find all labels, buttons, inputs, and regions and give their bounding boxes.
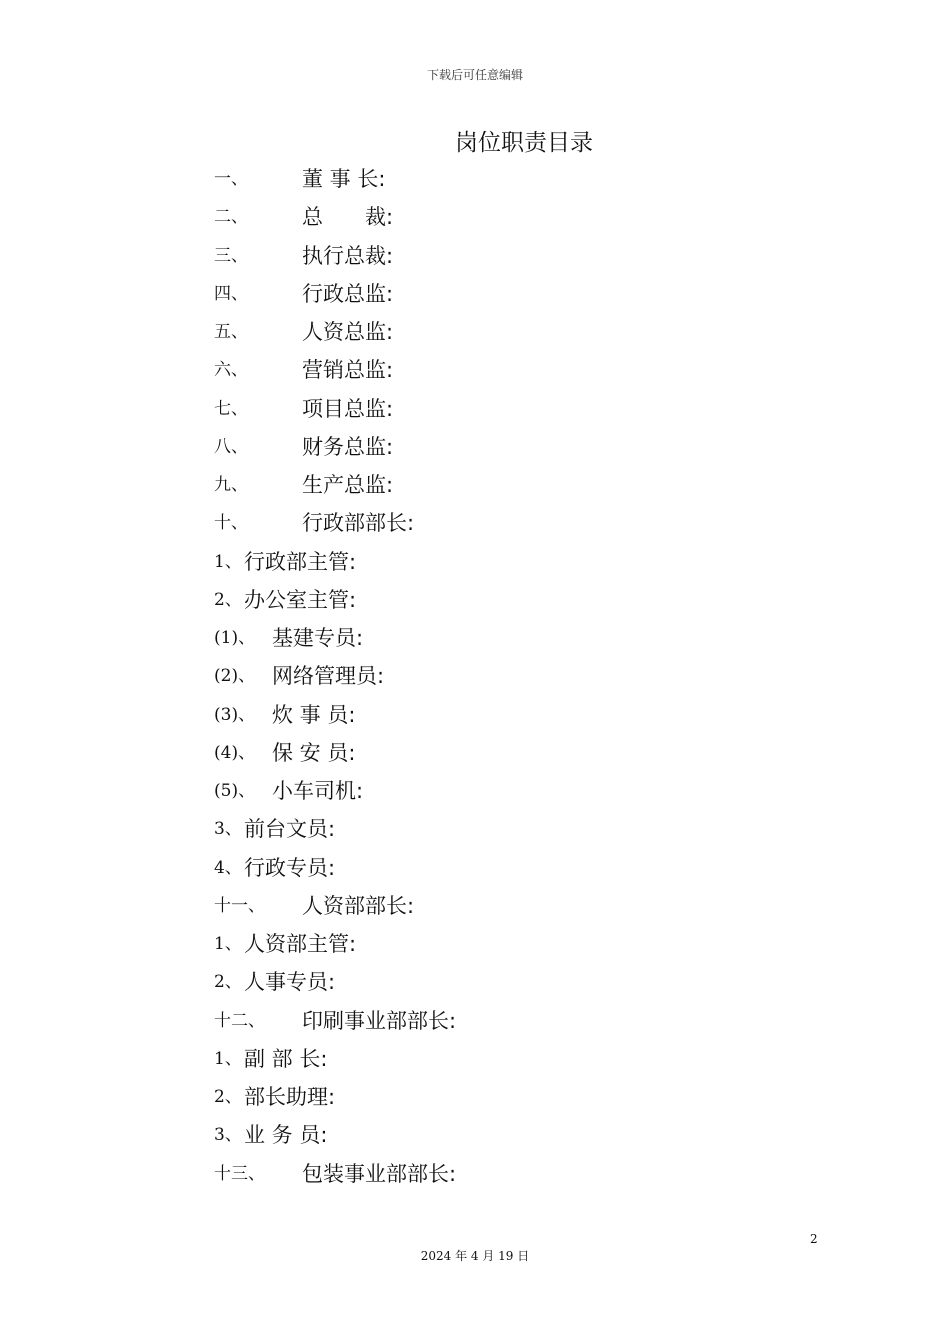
toc-item-label: 董 事 长: [302, 167, 386, 191]
toc-item-label: 网络管理员: [272, 664, 385, 689]
table-of-contents [214, 160, 814, 1193]
toc-item-number: 1、 [214, 934, 242, 954]
toc-item [214, 581, 814, 619]
toc-item [214, 696, 814, 734]
toc-item [214, 734, 814, 772]
toc-item-number: 三、 [214, 245, 248, 266]
toc-item-number: (2)、 [214, 666, 256, 687]
toc-item-number: 2、 [214, 972, 242, 993]
toc-item [214, 1040, 814, 1078]
toc-item-number: (4)、 [214, 742, 256, 763]
toc-item-label: 小车司机: [272, 779, 364, 803]
toc-item-label: 人事专员: [244, 970, 336, 995]
toc-item [214, 963, 814, 1001]
toc-item-label: 办公室主管: [244, 587, 357, 612]
toc-item-label: 包装事业部部长: [302, 1161, 457, 1186]
toc-item-number: 一、 [214, 169, 248, 189]
toc-item [214, 1002, 814, 1040]
toc-item-label: 副 部 长: [244, 1046, 328, 1071]
toc-item-number: 五、 [214, 322, 248, 342]
toc-item [214, 619, 814, 657]
toc-item-number: (3)、 [214, 704, 256, 725]
toc-item [214, 657, 814, 695]
toc-item [214, 772, 814, 810]
toc-item-label: 生产总监: [302, 473, 394, 497]
toc-item-label: 人资总监: [302, 320, 394, 344]
toc-item-number: 1、 [214, 551, 242, 572]
toc-item-label: 财务总监: [302, 434, 394, 459]
toc-item-number: 1、 [214, 1048, 242, 1069]
toc-item [214, 1078, 814, 1116]
toc-item-label: 营销总监: [302, 358, 394, 383]
toc-item-number: 2、 [214, 589, 242, 610]
toc-item-label: 项目总监: [302, 396, 394, 421]
toc-item-label: 前台文员: [244, 817, 336, 842]
page-footer-date: 2024 年 4 月 19 日 [420, 1249, 530, 1263]
toc-item [214, 275, 814, 313]
toc-item-label: 行政部部长: [302, 511, 415, 536]
toc-item-label: 部长助理: [244, 1085, 336, 1109]
toc-item-label: 基建专员: [272, 626, 364, 650]
document-title: 岗位职责目录 [455, 130, 593, 156]
toc-item-label: 印刷事业部部长: [302, 1008, 457, 1033]
toc-item [214, 504, 814, 542]
toc-item-label: 行政部主管: [244, 549, 357, 574]
toc-item [214, 160, 814, 198]
toc-item-label: 保 安 员: [272, 740, 356, 765]
toc-item-number: 4、 [214, 857, 242, 878]
toc-item-number: 3、 [214, 819, 242, 840]
toc-item [214, 313, 814, 351]
toc-item-label: 业 务 员: [244, 1123, 328, 1148]
toc-item [214, 351, 814, 389]
toc-item-label: 总 裁: [302, 205, 394, 230]
toc-item-label: 人资部主管: [244, 932, 357, 956]
toc-item [214, 466, 814, 504]
toc-item [214, 810, 814, 848]
toc-item-label: 行政总监: [302, 281, 394, 306]
toc-item [214, 390, 814, 428]
toc-item-number: 八、 [214, 436, 248, 457]
toc-item-label: 炊 事 员: [272, 702, 356, 727]
toc-item-number: (5)、 [214, 781, 256, 801]
toc-item [214, 1155, 814, 1193]
toc-item [214, 428, 814, 466]
toc-item-number: 十三、 [214, 1163, 265, 1184]
toc-item [214, 237, 814, 275]
toc-item-number: 3、 [214, 1125, 242, 1146]
toc-item-number: 七、 [214, 398, 248, 419]
toc-item [214, 543, 814, 581]
toc-item-number: 十一、 [214, 895, 265, 916]
page-number: 2 [810, 1232, 818, 1246]
toc-item [214, 1116, 814, 1154]
toc-item [214, 925, 814, 963]
toc-item-label: 行政专员: [244, 855, 336, 880]
toc-item [214, 887, 814, 925]
toc-item-label: 人资部部长: [302, 893, 415, 918]
toc-item-label: 执行总裁: [302, 243, 394, 268]
toc-item-number: 四、 [214, 283, 248, 304]
toc-item-number: 十、 [214, 513, 248, 534]
toc-item-number: 九、 [214, 475, 248, 495]
toc-item-number: 2、 [214, 1087, 242, 1107]
toc-item-number: 六、 [214, 360, 248, 381]
toc-item-number: (1)、 [214, 628, 256, 648]
toc-item-number: 二、 [214, 207, 248, 228]
toc-item [214, 198, 814, 236]
page-header: 下载后可任意编辑 [426, 68, 523, 82]
toc-item [214, 849, 814, 887]
toc-item-number: 十二、 [214, 1010, 265, 1031]
